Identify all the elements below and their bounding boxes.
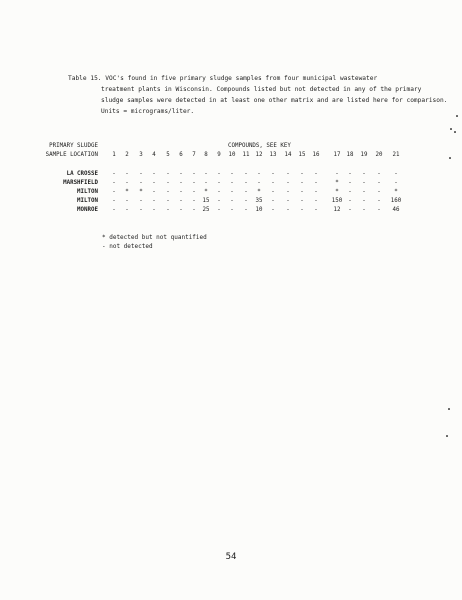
table-cell: 46 <box>392 207 400 213</box>
column-header: 9 <box>217 152 221 158</box>
table-cell: - <box>362 171 366 177</box>
table-cell: - <box>362 180 366 186</box>
table-cell: - <box>179 207 183 213</box>
table-cell: - <box>394 171 398 177</box>
row-location: MILTON <box>77 189 98 195</box>
table-cell: - <box>166 189 170 195</box>
table-cell: 15 <box>202 198 210 204</box>
table-cell: - <box>192 189 196 195</box>
table-cell: - <box>335 171 339 177</box>
column-header: 8 <box>204 152 208 158</box>
table-cell: - <box>244 189 248 195</box>
table-caption <box>68 73 448 117</box>
stub-header-line-1: PRIMARY SLUDGE <box>49 143 98 149</box>
table-cell: - <box>217 198 221 204</box>
table-cell: - <box>348 207 352 213</box>
table-cell: - <box>139 171 143 177</box>
table-cell: - <box>377 180 381 186</box>
table-cell: - <box>217 207 221 213</box>
table-cell: - <box>244 171 248 177</box>
table-cell: * <box>204 189 208 195</box>
column-header: 1 <box>112 152 116 158</box>
table-cell: - <box>179 171 183 177</box>
table-cell: - <box>286 207 290 213</box>
caption-line: Units = micrograms/liter. <box>101 108 195 115</box>
scan-speck <box>456 115 458 117</box>
table-cell: - <box>192 207 196 213</box>
key-detected: * detected but not quantified <box>102 234 207 241</box>
table-cell: - <box>166 180 170 186</box>
table-cell: - <box>362 207 366 213</box>
page-number: 54 <box>225 552 237 562</box>
table-cell: - <box>362 189 366 195</box>
table-cell: - <box>166 207 170 213</box>
column-header: 16 <box>312 152 320 158</box>
table-cell: - <box>152 171 156 177</box>
table-cell: - <box>271 198 275 204</box>
table-cell: - <box>179 189 183 195</box>
table-cell: - <box>348 171 352 177</box>
table-cell: - <box>152 198 156 204</box>
table-cell: - <box>314 189 318 195</box>
table-cell: 35 <box>255 198 263 204</box>
table-cell: * <box>257 189 261 195</box>
table-cell: - <box>348 180 352 186</box>
column-header: 12 <box>255 152 263 158</box>
compounds-header: COMPOUNDS, SEE KEY <box>228 143 291 149</box>
caption-line: treatment plants in Wisconsin. Compounds listed but not detected in any of the primary <box>101 86 422 93</box>
table-cell: - <box>244 198 248 204</box>
table-cell: - <box>166 171 170 177</box>
table-cell: 160 <box>390 198 402 204</box>
table-cell: - <box>152 189 156 195</box>
table-cell: 12 <box>333 207 341 213</box>
table-cell: - <box>204 180 208 186</box>
table-cell: - <box>179 198 183 204</box>
column-header: 10 <box>228 152 236 158</box>
table-cell: - <box>244 180 248 186</box>
table-cell: - <box>362 198 366 204</box>
column-header: 11 <box>242 152 250 158</box>
table-cell: - <box>125 180 129 186</box>
table-cell: * <box>125 189 129 195</box>
table-cell: - <box>377 207 381 213</box>
table-cell: - <box>314 207 318 213</box>
table-cell: - <box>377 171 381 177</box>
table-cell: - <box>300 198 304 204</box>
table-cell: - <box>377 198 381 204</box>
column-header: 6 <box>179 152 183 158</box>
scan-speck <box>449 157 451 159</box>
table-cell: - <box>230 189 234 195</box>
table-cell: - <box>394 180 398 186</box>
table-cell: - <box>217 180 221 186</box>
table-cell: - <box>179 180 183 186</box>
table-cell: - <box>271 207 275 213</box>
table-cell: - <box>192 171 196 177</box>
table-cell: - <box>348 198 352 204</box>
table-cell: - <box>112 180 116 186</box>
column-header: 19 <box>360 152 368 158</box>
table-cell: - <box>300 189 304 195</box>
table-cell: - <box>271 171 275 177</box>
table-cell: - <box>286 189 290 195</box>
column-header: 21 <box>392 152 400 158</box>
scan-speck <box>454 131 456 133</box>
column-header: 7 <box>192 152 196 158</box>
table-cell: - <box>300 207 304 213</box>
table-cell: - <box>204 171 208 177</box>
table-cell: - <box>377 189 381 195</box>
row-location: MONROE <box>77 207 98 213</box>
table-cell: * <box>139 189 143 195</box>
column-header: 2 <box>125 152 129 158</box>
table-cell: - <box>286 180 290 186</box>
column-header: 3 <box>139 152 143 158</box>
table-cell: - <box>314 198 318 204</box>
table-cell: * <box>335 189 339 195</box>
table-cell: - <box>112 189 116 195</box>
table-cell: - <box>192 198 196 204</box>
column-header: 4 <box>152 152 156 158</box>
table-cell: - <box>300 180 304 186</box>
column-header: 5 <box>166 152 170 158</box>
table-cell: - <box>217 171 221 177</box>
table-cell: - <box>286 198 290 204</box>
column-header: 17 <box>333 152 341 158</box>
table-cell: - <box>125 171 129 177</box>
column-header: 20 <box>375 152 383 158</box>
table-cell: - <box>192 180 196 186</box>
table-cell: * <box>394 189 398 195</box>
table-cell: - <box>112 198 116 204</box>
table-cell: - <box>166 198 170 204</box>
table-cell: - <box>139 180 143 186</box>
table-cell: - <box>257 171 261 177</box>
table-cell: - <box>125 207 129 213</box>
row-location: LA CROSSE <box>66 171 98 177</box>
table-cell: - <box>300 171 304 177</box>
table-cell: - <box>257 180 261 186</box>
table-cell: 150 <box>331 198 343 204</box>
table-cell: 10 <box>255 207 263 213</box>
caption-line: Table 15. VOC's found in five primary sludge samples from four municipal wastewater <box>68 75 378 82</box>
table-cell: - <box>152 207 156 213</box>
column-header: 15 <box>298 152 306 158</box>
row-location: MARSHFIELD <box>63 180 98 186</box>
table-cell: - <box>139 207 143 213</box>
column-header: 14 <box>284 152 292 158</box>
table-cell: * <box>335 180 339 186</box>
table-cell: - <box>217 189 221 195</box>
table-cell: - <box>348 189 352 195</box>
table-cell: - <box>286 171 290 177</box>
key-not-detected: - not detected <box>102 243 153 250</box>
table-cell: - <box>152 180 156 186</box>
caption-line: sludge samples were detected in at least one other matrix and are listed here for comparison. <box>101 97 448 104</box>
table-cell: - <box>271 180 275 186</box>
table-cell: - <box>112 171 116 177</box>
stub-header-line-2: SAMPLE LOCATION <box>45 152 98 158</box>
row-location: MILTON <box>77 198 98 204</box>
table-cell: 25 <box>202 207 210 213</box>
table-cell: - <box>230 198 234 204</box>
table-cell: - <box>314 171 318 177</box>
scan-speck <box>448 408 450 410</box>
table-cell: - <box>125 198 129 204</box>
column-header: 13 <box>269 152 277 158</box>
table-cell: - <box>230 171 234 177</box>
table-cell: - <box>244 207 248 213</box>
scan-speck <box>446 435 448 437</box>
table-cell: - <box>230 180 234 186</box>
table-cell: - <box>314 180 318 186</box>
table-cell: - <box>112 207 116 213</box>
table-cell: - <box>271 189 275 195</box>
table-cell: - <box>230 207 234 213</box>
table-cell: - <box>139 198 143 204</box>
scan-speck <box>450 128 452 130</box>
column-header: 18 <box>346 152 354 158</box>
